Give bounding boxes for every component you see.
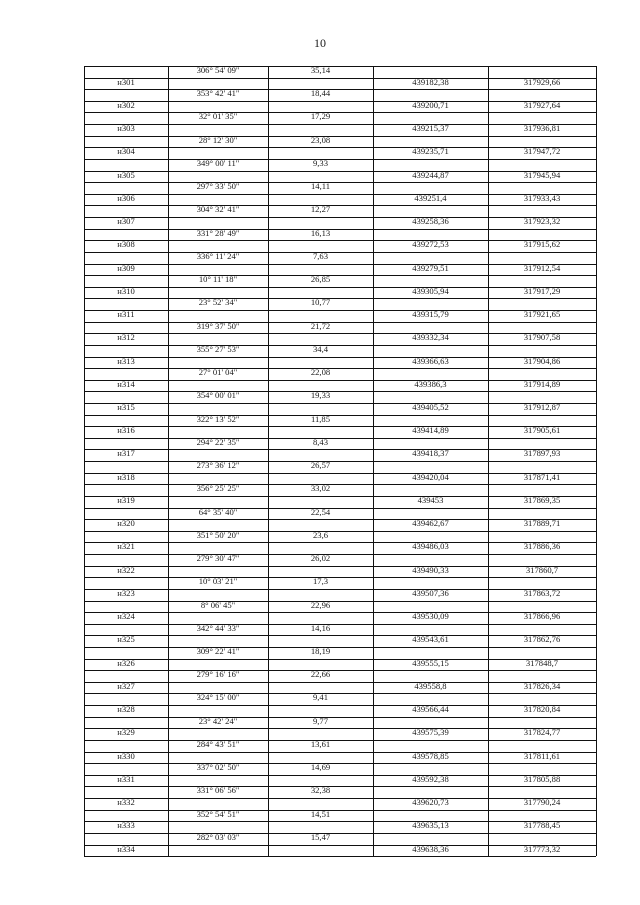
distance-cell: 14,69 — [310, 762, 331, 773]
distance-cell: 8,43 — [312, 436, 329, 447]
x-coordinate-cell: 439635,13 — [412, 820, 449, 831]
x-coordinate-cell: 439507,36 — [412, 587, 449, 598]
angle-cell: 297° 33' 50" — [196, 181, 240, 192]
row-divider — [84, 856, 596, 857]
angle-cell: 331° 28' 49" — [196, 227, 240, 238]
point-name-cell: н306 — [117, 192, 135, 203]
y-coordinate-cell: 317917,29 — [523, 285, 561, 296]
point-name-cell: н305 — [117, 169, 135, 180]
angle-cell: 304° 32' 41" — [196, 204, 240, 215]
point-name-cell: н321 — [117, 541, 135, 552]
point-name-cell: н304 — [117, 146, 135, 157]
point-name-cell: н308 — [117, 239, 135, 250]
angle-cell: 306° 54' 09" — [196, 65, 240, 75]
distance-cell: 26,57 — [310, 460, 331, 471]
y-coordinate-cell: 317921,65 — [523, 309, 561, 320]
point-name-cell: н312 — [117, 332, 135, 343]
y-coordinate-cell: 317936,81 — [523, 123, 561, 134]
distance-cell: 17,29 — [310, 111, 331, 122]
distance-cell: 9,33 — [312, 157, 329, 168]
distance-cell: 26,85 — [310, 274, 331, 285]
angle-cell: 342° 44' 33" — [196, 622, 240, 633]
point-name-cell: н316 — [117, 425, 135, 436]
angle-cell: 273° 36' 12" — [196, 460, 240, 471]
point-name-cell: н313 — [117, 355, 135, 366]
distance-cell: 7,63 — [312, 250, 329, 261]
y-coordinate-cell: 317790,24 — [523, 797, 561, 808]
x-coordinate-cell: 439486,03 — [412, 541, 449, 552]
point-name-cell: н302 — [117, 99, 135, 110]
y-coordinate-cell: 317947,72 — [523, 146, 561, 157]
x-coordinate-cell: 439215,37 — [412, 123, 449, 134]
x-coordinate-cell: 439272,53 — [412, 239, 449, 250]
y-coordinate-cell: 317811,61 — [523, 750, 561, 761]
distance-cell: 14,11 — [310, 181, 331, 192]
y-coordinate-cell: 317912,87 — [523, 401, 561, 412]
y-coordinate-cell: 317912,54 — [523, 262, 561, 273]
distance-cell: 14,51 — [310, 808, 331, 819]
y-coordinate-cell: 317820,84 — [523, 704, 561, 715]
point-name-cell: н311 — [117, 309, 135, 320]
y-coordinate-cell: 317869,35 — [523, 494, 561, 505]
angle-cell: 284° 43' 51" — [196, 738, 240, 749]
x-coordinate-cell: 439182,38 — [412, 76, 449, 87]
point-name-cell: н330 — [117, 750, 135, 761]
distance-cell: 33,02 — [310, 483, 331, 494]
point-name-cell: н303 — [117, 123, 135, 134]
angle-cell: 10° 11' 18" — [198, 274, 238, 285]
x-coordinate-cell: 439555,15 — [412, 657, 449, 668]
point-name-cell: н327 — [117, 680, 135, 691]
y-coordinate-cell: 317907,58 — [523, 332, 561, 343]
x-coordinate-cell: 439251,4 — [414, 192, 447, 203]
distance-cell: 13,61 — [310, 738, 331, 749]
distance-cell: 26,02 — [310, 553, 331, 564]
x-coordinate-cell: 439575,39 — [412, 727, 449, 738]
distance-cell: 22,54 — [310, 506, 331, 517]
x-coordinate-cell: 439578,85 — [412, 750, 449, 761]
x-coordinate-cell: 439543,61 — [412, 634, 449, 645]
y-coordinate-cell: 317927,64 — [523, 99, 561, 110]
point-name-cell: н324 — [117, 611, 135, 622]
y-coordinate-cell: 317860,7 — [525, 564, 559, 575]
x-coordinate-cell: 439244,87 — [412, 169, 449, 180]
angle-cell: 282° 03' 03" — [196, 831, 240, 842]
point-name-cell: н309 — [117, 262, 135, 273]
distance-cell: 12,27 — [310, 204, 331, 215]
point-name-cell: н318 — [117, 471, 135, 482]
point-name-cell: н332 — [117, 797, 135, 808]
angle-cell: 23° 52' 34" — [198, 297, 238, 308]
angle-cell: 294° 22' 35" — [196, 436, 240, 447]
distance-cell: 10,77 — [310, 297, 331, 308]
point-name-cell: н307 — [117, 216, 135, 227]
point-name-cell: н314 — [117, 378, 135, 389]
point-name-cell: н328 — [117, 704, 135, 715]
x-coordinate-cell: 439279,51 — [412, 262, 449, 273]
angle-cell: 324° 15' 00" — [196, 692, 240, 703]
y-coordinate-cell: 317871,41 — [523, 471, 561, 482]
y-coordinate-cell: 317848,7 — [525, 657, 559, 668]
angle-cell: 353° 42' 41" — [196, 88, 240, 99]
distance-cell: 18,19 — [310, 646, 331, 656]
angle-cell: 279° 30' 47" — [196, 553, 240, 564]
angle-cell: 28° 12' 30" — [198, 134, 238, 145]
coordinates-table — [84, 66, 596, 856]
distance-cell: 23,6 — [312, 529, 329, 540]
angle-cell: 349° 00' 11" — [196, 157, 240, 168]
angle-cell: 331° 06' 56" — [196, 785, 240, 796]
x-coordinate-cell: 439305,94 — [412, 285, 449, 296]
distance-cell: 19,33 — [310, 390, 331, 401]
x-coordinate-cell: 439462,67 — [412, 518, 449, 529]
x-coordinate-cell: 439366,63 — [412, 355, 449, 366]
x-coordinate-cell: 439258,36 — [412, 216, 449, 227]
angle-cell: 279° 16' 16" — [196, 669, 240, 680]
distance-cell: 35,14 — [310, 65, 331, 75]
angle-cell: 23° 42' 24" — [198, 715, 238, 726]
y-coordinate-cell: 317886,36 — [523, 541, 561, 552]
angle-cell: 319° 37' 50" — [196, 320, 240, 331]
y-coordinate-cell: 317905,61 — [523, 425, 561, 436]
distance-cell: 11,85 — [310, 413, 331, 424]
angle-cell: 352° 54' 51" — [196, 808, 240, 819]
angle-cell: 354° 00' 01" — [196, 390, 240, 401]
angle-cell: 356° 25' 25" — [196, 483, 240, 494]
distance-cell: 22,08 — [310, 367, 331, 378]
y-coordinate-cell: 317915,62 — [523, 239, 561, 250]
angle-cell: 64° 35' 40" — [198, 506, 238, 517]
y-coordinate-cell: 317923,32 — [523, 216, 561, 227]
y-coordinate-cell: 317805,88 — [523, 773, 561, 784]
point-name-cell: н301 — [117, 76, 135, 87]
point-name-cell: н333 — [117, 820, 135, 831]
point-name-cell: н315 — [117, 401, 135, 412]
distance-cell: 21,72 — [310, 320, 331, 331]
x-coordinate-cell: 439638,36 — [412, 843, 449, 854]
y-coordinate-cell: 317866,96 — [523, 611, 561, 622]
x-coordinate-cell: 439490,33 — [412, 564, 449, 575]
angle-cell: 355° 27' 53" — [196, 343, 240, 354]
point-name-cell: н334 — [117, 843, 135, 854]
point-name-cell: н322 — [117, 564, 135, 575]
point-name-cell: н319 — [117, 494, 135, 505]
distance-cell: 9,41 — [312, 692, 329, 703]
distance-cell: 22,96 — [310, 599, 331, 610]
point-name-cell: н325 — [117, 634, 135, 645]
point-name-cell: н326 — [117, 657, 135, 668]
angle-cell: 322° 13' 52" — [196, 413, 240, 424]
x-coordinate-cell: 439566,44 — [412, 704, 449, 715]
x-coordinate-cell: 439315,79 — [412, 309, 449, 320]
x-coordinate-cell: 439332,34 — [412, 332, 449, 343]
y-coordinate-cell: 317933,43 — [523, 192, 561, 203]
y-coordinate-cell: 317889,71 — [523, 518, 561, 529]
distance-cell: 22,66 — [310, 669, 331, 680]
page-number: 10 — [314, 36, 326, 50]
y-coordinate-cell: 317897,93 — [523, 448, 561, 459]
distance-cell: 18,44 — [310, 88, 331, 99]
y-coordinate-cell: 317904,86 — [523, 355, 561, 366]
y-coordinate-cell: 317945,94 — [523, 169, 561, 180]
y-coordinate-cell: 317862,76 — [523, 634, 561, 645]
angle-cell: 8° 06' 45" — [200, 599, 236, 610]
column-divider — [596, 66, 597, 856]
x-coordinate-cell: 439558,8 — [414, 680, 447, 691]
distance-cell: 23,08 — [310, 134, 331, 145]
y-coordinate-cell: 317929,66 — [523, 76, 561, 87]
y-coordinate-cell: 317863,72 — [523, 587, 561, 598]
angle-cell: 32° 01' 35" — [198, 111, 238, 122]
x-coordinate-cell: 439235,71 — [412, 146, 449, 157]
angle-cell: 309° 22' 41" — [196, 646, 240, 656]
distance-cell: 17,3 — [312, 576, 329, 587]
y-coordinate-cell: 317824,77 — [523, 727, 561, 738]
distance-cell: 14,16 — [310, 622, 331, 633]
distance-cell: 16,13 — [310, 227, 331, 238]
x-coordinate-cell: 439592,38 — [412, 773, 449, 784]
angle-cell: 336° 11' 24" — [196, 250, 240, 261]
y-coordinate-cell: 317788,45 — [523, 820, 561, 831]
point-name-cell: н317 — [117, 448, 135, 459]
x-coordinate-cell: 439418,37 — [412, 448, 449, 459]
y-coordinate-cell: 317914,89 — [523, 378, 561, 389]
angle-cell: 10° 03' 21" — [198, 576, 238, 587]
point-name-cell: н320 — [117, 518, 135, 529]
x-coordinate-cell: 439405,52 — [412, 401, 449, 412]
distance-cell: 15,47 — [310, 831, 331, 842]
point-name-cell: н310 — [117, 285, 135, 296]
x-coordinate-cell: 439453 — [417, 494, 444, 505]
distance-cell: 9,77 — [312, 715, 329, 726]
y-coordinate-cell: 317826,34 — [523, 680, 561, 691]
distance-cell: 34,4 — [312, 343, 329, 354]
x-coordinate-cell: 439530,09 — [412, 611, 449, 622]
point-name-cell: н331 — [117, 773, 135, 784]
x-coordinate-cell: 439386,3 — [414, 378, 447, 389]
y-coordinate-cell: 317773,32 — [523, 843, 561, 854]
x-coordinate-cell: 439620,73 — [412, 797, 449, 808]
x-coordinate-cell: 439414,89 — [412, 425, 449, 436]
x-coordinate-cell: 439200,71 — [412, 99, 449, 110]
point-name-cell: н329 — [117, 727, 135, 738]
angle-cell: 337° 02' 50" — [196, 762, 240, 773]
point-name-cell: н323 — [117, 587, 135, 598]
angle-cell: 27° 01' 04" — [198, 367, 238, 378]
x-coordinate-cell: 439420,04 — [412, 471, 449, 482]
angle-cell: 351° 50' 20" — [196, 529, 240, 540]
distance-cell: 32,38 — [310, 785, 331, 796]
